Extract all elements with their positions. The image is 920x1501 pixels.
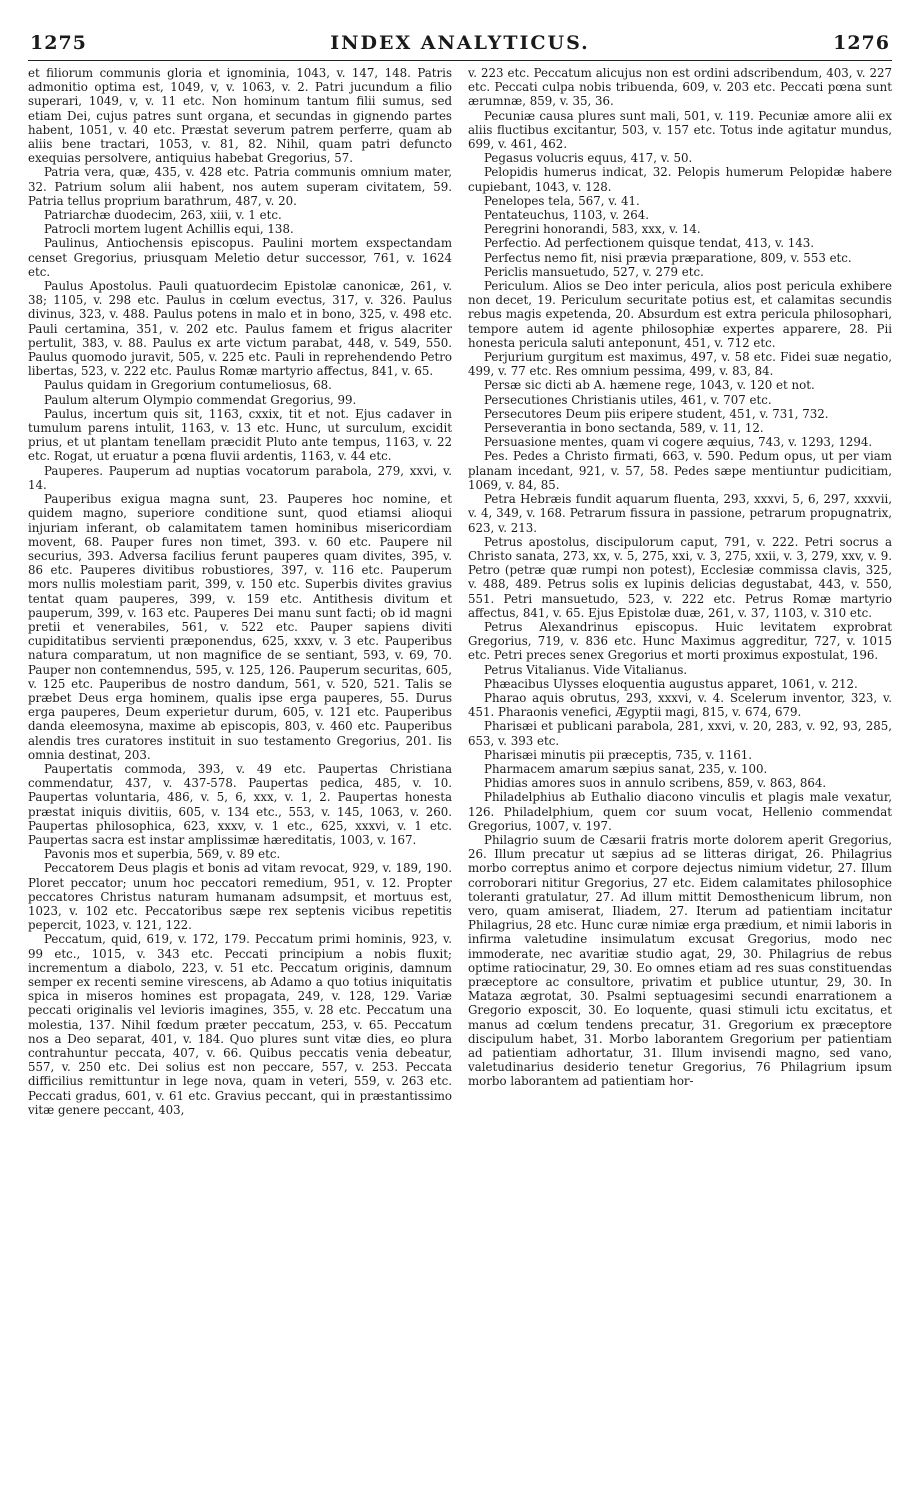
index-entry: Paupertatis commoda, 393, v. 49 etc. Paupertas Christiana commendatur, 437, v. 437-578. Paupertas pedica, 485, v. 10. Paupertas voluntaria, 486, v. 5, 6, xxx, v. 1, 2. Paupertas honesta præstat iniquis divitiis, 605, v. 134 etc., 553, v. 145, 1063, v. 260. Paupertas philosophica, 623, xxxv, v. 1 etc., 625, xxxvi, v. 1 etc. Paupertas sacra est instar amplissimæ hæreditatis, 1003, v. 167.: [28, 761, 452, 847]
index-entry: Pauperibus exigua magna sunt, 23. Pauperes hoc nomine, et quidem magno, superiore conditione sunt, quod etiamsi alioqui injuriam inferant, ob calamitatem tamen hominibus misericordiam movent, 68. Pauper fures non timet, 393. v. 60 etc. Paupere nil securius, 393. Adversa facilius ferunt pauperes quam divites, 395, v. 86 etc. Pauperes divitibus robustiores, 397, v. 116 etc. Pauperum mors nullis molestiam parit, 399, v. 150 etc. Superbis divites gravius tentat quam pauperes, 399, v. 159 etc. Antithesis divitum et pauperum, 399, v. 163 etc. Pauperes Dei manu sunt facti; ob id magni pretii et venerabiles, 561, v. 522 etc. Pauper sapiens diviti cupiditatibus servienti præponendus, 625, xxxv, v. 3 etc. Pauperibus natura comparatum, ut non magnifice de se sentiant, 593, v. 69, 70. Pauper non contemnendus, 595, v. 125, 126. Pauperum securitas, 605, v. 125 etc. Pauperibus de nostro dandum, 561, v. 520, 521. Talis se præbet Deus erga hominem, qualis ipse erga pauperes, 55. Durus erga pauperes, Deum experietur durum, 605, v. 121 etc. Pauperibus danda eleemosyna, maxime ab episcopis, 803, v. 460 etc. Pauperibus alendis tres curatores instituit in suo testamento Gregorius, 201. Iis omnia destinat, 203.: [28, 492, 452, 762]
index-entry: Peccatorem Deus plagis et bonis ad vitam revocat, 929, v. 189, 190. Ploret peccator; unum hoc peccatori remedium, 951, v. 12. Propter peccatores Christus naturam humanam adsumpsit, et mortuus est, 1023, v. 102 etc. Peccatoribus sæpe rex septenis vicibus repetitis pepercit, 1023, v. 121, 122.: [28, 861, 452, 933]
index-entry: Perfectus nemo fit, nisi prævia præparatione, 809, v. 553 etc.: [484, 250, 852, 265]
index-entry: Pegasus volucris equus, 417, v. 50.: [484, 151, 693, 166]
index-entry: Pavonis mos et superbia, 569, v. 89 etc.: [44, 847, 281, 862]
index-entry: v. 223 etc. Peccatum alicujus non est ordini adscribendum, 403, v. 227 etc. Peccati culpa nobis tribuenda, 609, v. 203 etc. Peccati pœna sunt ærumnæ, 859, v. 35, 36.: [468, 66, 892, 109]
index-entry: Paulus, incertum quis sit, 1163, cxxix, tit et not. Ejus cadaver in tumulum parens intulit, 1163, v. 13 etc. Hunc, ut surculum, excidit prius, et ut plantam tenellam præcidit Pluto ante tempus, 1163, v. 22 etc. Rogat, ut eruatur a pœna fluvii ardentis, 1163, v. 44 etc.: [28, 406, 452, 464]
index-entry: Persæ sic dicti ab A. hæmene rege, 1043, v. 120 et not.: [484, 378, 815, 393]
index-entry: Petrus Alexandrinus episcopus. Huic levitatem exprobrat Gregorius, 719, v. 836 etc. Hunc Maximus aggreditur, 727, v. 1015 etc. Petri preces senex Gregorius et morti proximus expostulat, 196.: [468, 619, 892, 663]
page-number-right: 1276: [833, 32, 890, 54]
index-entry: Penelopes tela, 567, v. 41.: [484, 193, 640, 208]
index-entry: et filiorum communis gloria et ignominia, 1043, v. 147, 148. Patris admonitio optima est, 1049, v, v. 1063, v. 2. Patri jucundum a filio superari, 1049, v, v. 11 etc. Non hominum tantum filii sumus, sed etiam Dei, cujus patres sunt organa, et secundas in gignendo partes habent, 1051, v. 40 etc. Præstat severum patrem perferre, quam ab aliis bene tractari, 1053, v. 81, 82. Nihil, quam patri defuncto exequias persolvere, antiquius habebat Gregorius, 57.: [28, 66, 452, 166]
index-entry: Paulinus, Antiochensis episcopus. Paulini mortem exspectandam censet Gregorius, priusquam Meletio detur successor, 761, v. 1624 etc.: [28, 236, 452, 279]
left-column: [28, 66, 452, 1493]
index-entry: Persecutiones Christianis utiles, 461, v. 707 etc.: [484, 392, 772, 407]
index-entry: Periculum. Alios se Deo inter pericula, alios post pericula exhibere non decet, 19. Periculum securitate potius est, et calamitas secundis rebus magis expetenda, 20. Absurdum est extra pericula philosophari, tempore autem id agente philosophiæ expertes apparere, 28. Pii honesta pericula saluti anteponunt, 451, v. 712 etc.: [468, 279, 892, 350]
index-entry: Paulum alterum Olympio commendat Gregorius, 99.: [44, 392, 357, 407]
index-entry: Periclis mansuetudo, 527, v. 279 etc.: [484, 264, 704, 279]
index-entry: Patria vera, quæ, 435, v. 428 etc. Patria communis omnium mater, 32. Patrium solum alii habent, nos autem superam civitatem, 59. Patria tellus proprium barathrum, 487, v. 20.: [28, 165, 452, 208]
index-entry: Petra Hebræis fundit aquarum fluenta, 293, xxxvi, 5, 6, 297, xxxvii, v. 4, 349, v. 168. Petrarum fissura in passione, petrarum propugnatrix, 623, v. 213.: [468, 492, 892, 535]
page-header: [28, 30, 892, 61]
index-entry: Paulus quidam in Gregorium contumeliosus, 68.: [44, 378, 332, 393]
page-number-left: 1275: [30, 32, 87, 54]
index-entry: Pentateuchus, 1103, v. 264.: [484, 208, 649, 223]
index-entry: Pharao aquis obrutus, 293, xxxvi, v. 4. Scelerum inventor, 323, v. 451. Pharaonis venefici, Ægyptii magi, 815, v. 674, 679.: [468, 690, 892, 720]
index-entry: Persecutores Deum piis eripere student, 451, v. 731, 732.: [484, 406, 829, 421]
index-entry: Pauperes. Pauperum ad nuptias vocatorum parabola, 279, xxvi, v. 14.: [28, 463, 452, 492]
index-entry: Petrus apostolus, discipulorum caput, 791, v. 222. Petri socrus a Christo sanata, 273, xx, v. 5, 275, xxi, v. 3, 275, xxii, v. 3, 279, xxv, v. 9. Petro (petræ quæ rumpi non potest), Ecclesiæ commissa clavis, 325, v. 488, 489. Petrus solis ex lupinis delicias degustabat, 443, v. 550, 551. Petri mansuetudo, 523, v. 222 etc. Petrus Romæ martyrio affectus, 841, v. 65. Ejus Epistolæ duæ, 261, v. 37, 1103, v. 310 etc.: [468, 534, 892, 620]
right-column: [468, 66, 892, 1493]
index-entry: Persuasione mentes, quam vi cogere æquius, 743, v. 1293, 1294.: [484, 435, 873, 450]
index-entry: Pelopidis humerus indicat, 32. Pelopis humerum Pelopidæ habere cupiebant, 1043, v. 128.: [468, 165, 892, 194]
index-entry: Phidias amores suos in annulo scribens, 859, v. 863, 864.: [484, 776, 827, 791]
index-entry: Pes. Pedes a Christo firmati, 663, v. 590. Pedum opus, ut per viam planam incedant, 921, v. 57, 58. Pedes sæpe mentiuntur pudicitiam, 1069, v. 84, 85.: [468, 449, 892, 492]
index-entry: Perjurium gurgitum est maximus, 497, v. 58 etc. Fidei suæ negatio, 499, v. 77 etc. Res omnium pessima, 499, v. 83, 84.: [468, 350, 892, 379]
index-entry: Perfectio. Ad perfectionem quisque tendat, 413, v. 143.: [484, 236, 815, 251]
index-entry: Paulus Apostolus. Pauli quatuordecim Epistolæ canonicæ, 261, v. 38; 1105, v. 298 etc. Paulus in cœlum evectus, 317, v. 326. Paulus divinus, 323, v. 488. Paulus potens in malo et in bono, 325, v. 498 etc. Pauli certamina, 351, v. 202 etc. Paulus famem et frigus alacriter pertulit, 383, v. 88. Paulus ex arte victum parabat, 448, v. 549, 550. Paulus quomodo juravit, 505, v. 225 etc. Pauli in reprehendendo Petro libertas, 523, v. 222 etc. Paulus Romæ martyrio affectus, 841, v. 65.: [28, 279, 452, 379]
index-entry: Pecuniæ causa plures sunt mali, 501, v. 119. Pecuniæ amore alii ex aliis fluctibus excitantur, 503, v. 157 etc. Totus inde agitatur mundus, 699, v. 461, 462.: [468, 108, 892, 152]
index-entry: Patrocli mortem lugent Achillis equi, 138.: [44, 222, 294, 237]
page-title: INDEX ANALYTICUS.: [330, 32, 590, 54]
index-entry: Petrus Vitalianus. Vide Vitalianus.: [484, 662, 688, 677]
index-entry: Philadelphius ab Euthalio diacono vinculis et plagis male vexatur, 126. Philadelphium, quem cor suum vocat, Hellenio commendat Gregorius, 1007, v. 197.: [468, 790, 892, 833]
index-entry: Perseverantia in bono sectanda, 589, v. 11, 12.: [484, 421, 764, 436]
index-entry: Phæacibus Ulysses eloquentia augustus apparet, 1061, v. 212.: [484, 676, 858, 691]
index-entry: Pharisæi et publicani parabola, 281, xxvi, v. 20, 283, v. 92, 93, 285, 653, v. 393 etc.: [468, 719, 892, 748]
index-entry: Peregrini honorandi, 583, xxx, v. 14.: [484, 222, 701, 237]
index-entry: Pharisæi minutis pii præceptis, 735, v. 1161.: [484, 747, 753, 762]
index-entry: Patriarchæ duodecim, 263, xiii, v. 1 etc.: [44, 208, 282, 223]
index-columns: [28, 66, 892, 1493]
index-entry: Peccatum, quid, 619, v. 172, 179. Peccatum primi hominis, 923, v. 99 etc., 1015, v. 343 etc. Peccati principium a nobis fluxit; incrementum a diabolo, 223, v. 51 etc. Peccatum originis, damnum semper ex recenti semine virescens, ab Adamo a quo totius iniquitatis spica in miseros homines est propagata, 249, v. 128, 129. Variæ peccati originalis vel levioris imagines, 355, v. 28 etc. Peccatum una molestia, 137. Nihil fœdum præter peccatum, 253, v. 65. Peccatum nos a Deo separat, 401, v. 184. Quo plures sunt vitæ dies, eo plura contrahuntur peccata, 407, v. 66. Quibus peccatis venia debeatur, 557, v. 250 etc. Dei solius est non peccare, 557, v. 253. Peccata difficilius remittuntur in lege nova, quam in veteri, 559, v. 263 etc. Peccati gradus, 601, v. 61 etc. Gravius peccant, qui in præstantissimo vitæ genere peccant, 403,: [28, 932, 452, 1117]
index-entry: Philagrio suum de Cæsarii fratris morte dolorem aperit Gregorius, 26. Illum precatur ut sæpius ad se litteras dirigat, 26. Philagrius morbo correptus animo et corpore dejectus nimium videtur, 27. Illum corroborari nititur Gregorius, 27 etc. Eidem calamitates philosophice toleranti gratulatur, 27. Ad illum mittit Demosthenicum librum, non vero, quam amiserat, Iliadem, 27. Iterum ad patientiam incitatur Philagrius, 28 etc. Hunc curæ nimiæ erga prædium, et nimii laboris in infirma valetudine insimulatum excusat Gregorius, modo nec immoderate, nec avaritiæ studio agat, 29, 30. Philagrius de rebus optime ratiocinatur, 29, 30. Eo omnes etiam ad res suas constituendas præceptore ac consultore, privatim et publice utuntur, 29, 30. In Mataza ægrotat, 30. Psalmi septuagesimi secundi enarrationem a Gregorio exposcit, 30. Eo loquente, quasi stimuli ictu excitatus, et manus ad cœlum tendens precatur, 31. Gregorium ex præceptore discipulum habet, 31. Morbo laborantem Gregorium per patientiam ad patientiam adhortatur, 31. Illum invisendi magno, sed vano, valetudinarius desiderio tenetur Gregorius, 76 Philagrium ipsum morbo laborantem ad patientiam hor-: [468, 832, 892, 1089]
index-entry: Pharmacem amarum sæpius sanat, 235, v. 100.: [484, 761, 768, 776]
